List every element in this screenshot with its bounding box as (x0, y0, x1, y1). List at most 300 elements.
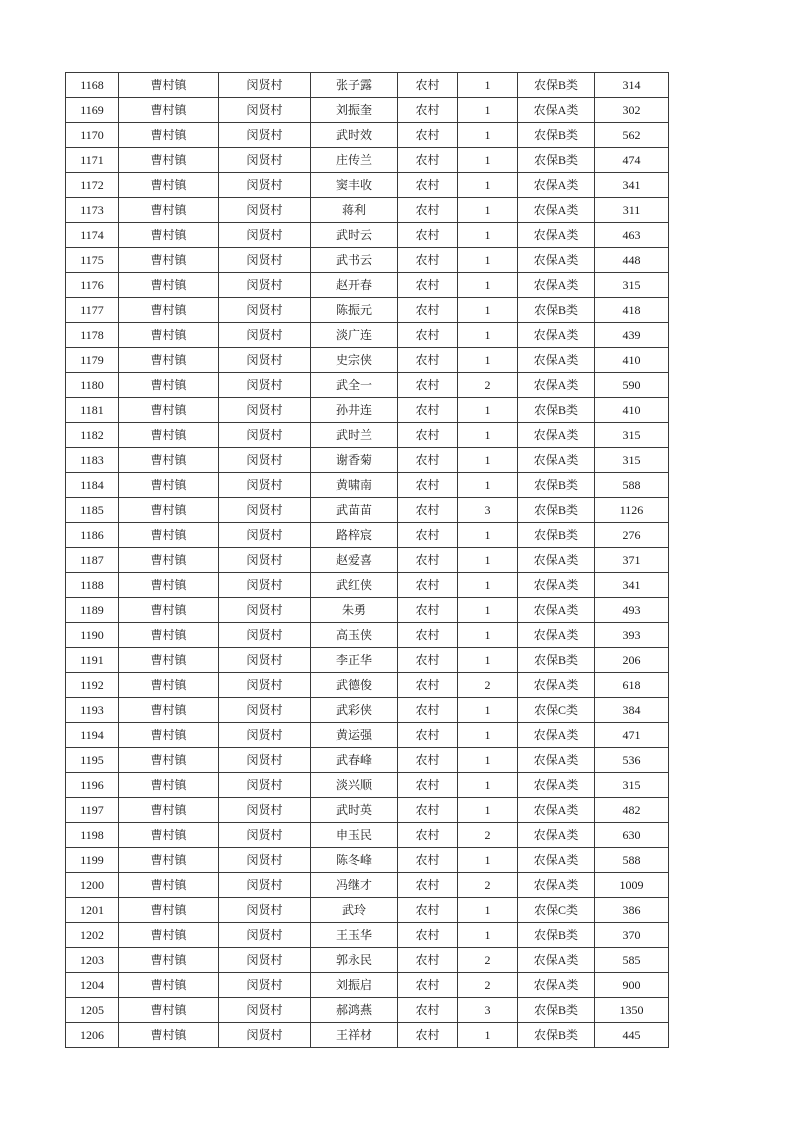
table-cell-town: 曹村镇 (119, 98, 219, 123)
table-cell-person-count: 2 (458, 973, 518, 998)
table-cell-amount: 536 (595, 748, 669, 773)
table-cell-insurance-category: 农保A类 (518, 748, 595, 773)
table-cell-serial: 1196 (66, 773, 119, 798)
table-cell-residence-type: 农村 (398, 98, 458, 123)
table-cell-town: 曹村镇 (119, 948, 219, 973)
table-cell-name: 陈冬峰 (311, 848, 398, 873)
table-cell-serial: 1189 (66, 598, 119, 623)
table-cell-serial: 1172 (66, 173, 119, 198)
data-table (65, 72, 669, 1048)
table-cell-insurance-category: 农保B类 (518, 73, 595, 98)
table-cell-town: 曹村镇 (119, 598, 219, 623)
table-cell-town: 曹村镇 (119, 398, 219, 423)
table-cell-serial: 1180 (66, 373, 119, 398)
table-cell-serial: 1168 (66, 73, 119, 98)
table-cell-name: 冯继才 (311, 873, 398, 898)
table-cell-person-count: 2 (458, 948, 518, 973)
table-cell-serial: 1192 (66, 673, 119, 698)
table-cell-amount: 315 (595, 423, 669, 448)
table-cell-name: 武红侠 (311, 573, 398, 598)
table-cell-residence-type: 农村 (398, 998, 458, 1023)
table-cell-name: 王祥材 (311, 1023, 398, 1048)
table-cell-town: 曹村镇 (119, 573, 219, 598)
table-cell-residence-type: 农村 (398, 273, 458, 298)
table-cell-amount: 276 (595, 523, 669, 548)
table-cell-village: 闵贤村 (219, 898, 311, 923)
table-cell-amount: 315 (595, 773, 669, 798)
table-cell-town: 曹村镇 (119, 223, 219, 248)
table-cell-village: 闵贤村 (219, 523, 311, 548)
table-row (66, 98, 669, 123)
table-cell-serial: 1191 (66, 648, 119, 673)
table-cell-residence-type: 农村 (398, 948, 458, 973)
table-row (66, 523, 669, 548)
table-cell-person-count: 1 (458, 473, 518, 498)
table-row (66, 223, 669, 248)
table-cell-village: 闵贤村 (219, 373, 311, 398)
table-cell-village: 闵贤村 (219, 148, 311, 173)
table-cell-amount: 315 (595, 273, 669, 298)
table-cell-person-count: 1 (458, 298, 518, 323)
table-cell-insurance-category: 农保A类 (518, 948, 595, 973)
table-cell-person-count: 1 (458, 573, 518, 598)
table-cell-person-count: 1 (458, 698, 518, 723)
table-cell-town: 曹村镇 (119, 673, 219, 698)
table-row (66, 1023, 669, 1048)
table-cell-name: 武时兰 (311, 423, 398, 448)
table-cell-person-count: 1 (458, 898, 518, 923)
table-row (66, 373, 669, 398)
table-cell-residence-type: 农村 (398, 498, 458, 523)
table-cell-insurance-category: 农保B类 (518, 398, 595, 423)
table-cell-serial: 1174 (66, 223, 119, 248)
table-row (66, 923, 669, 948)
table-cell-person-count: 1 (458, 223, 518, 248)
table-cell-amount: 384 (595, 698, 669, 723)
table-row (66, 973, 669, 998)
table-cell-amount: 900 (595, 973, 669, 998)
table-cell-name: 武德俊 (311, 673, 398, 698)
table-cell-person-count: 1 (458, 848, 518, 873)
table-cell-insurance-category: 农保B类 (518, 1023, 595, 1048)
table-cell-name: 武时云 (311, 223, 398, 248)
table-cell-town: 曹村镇 (119, 173, 219, 198)
table-cell-insurance-category: 农保B类 (518, 998, 595, 1023)
table-cell-person-count: 3 (458, 998, 518, 1023)
table-cell-serial: 1186 (66, 523, 119, 548)
table-cell-amount: 630 (595, 823, 669, 848)
table-cell-residence-type: 农村 (398, 623, 458, 648)
table-cell-amount: 341 (595, 173, 669, 198)
table-cell-residence-type: 农村 (398, 523, 458, 548)
table-row (66, 573, 669, 598)
table-row (66, 723, 669, 748)
table-cell-residence-type: 农村 (398, 848, 458, 873)
table-row (66, 273, 669, 298)
table-cell-village: 闵贤村 (219, 548, 311, 573)
table-cell-village: 闵贤村 (219, 973, 311, 998)
table-cell-amount: 386 (595, 898, 669, 923)
table-cell-serial: 1205 (66, 998, 119, 1023)
table-row (66, 398, 669, 423)
table-cell-insurance-category: 农保B类 (518, 148, 595, 173)
table-cell-village: 闵贤村 (219, 348, 311, 373)
table-cell-serial: 1204 (66, 973, 119, 998)
table-cell-amount: 410 (595, 348, 669, 373)
table-cell-insurance-category: 农保A类 (518, 323, 595, 348)
table-cell-amount: 1350 (595, 998, 669, 1023)
table-cell-town: 曹村镇 (119, 748, 219, 773)
table-cell-name: 蒋利 (311, 198, 398, 223)
table-cell-insurance-category: 农保B类 (518, 523, 595, 548)
table-cell-name: 高玉侠 (311, 623, 398, 648)
table-cell-insurance-category: 农保C类 (518, 698, 595, 723)
table-cell-village: 闵贤村 (219, 473, 311, 498)
table-cell-town: 曹村镇 (119, 873, 219, 898)
table-cell-serial: 1171 (66, 148, 119, 173)
table-cell-town: 曹村镇 (119, 723, 219, 748)
table-cell-insurance-category: 农保A类 (518, 173, 595, 198)
table-cell-name: 武彩侠 (311, 698, 398, 723)
table-cell-insurance-category: 农保A类 (518, 573, 595, 598)
table-cell-person-count: 1 (458, 273, 518, 298)
table-cell-person-count: 1 (458, 248, 518, 273)
table-row (66, 748, 669, 773)
table-cell-amount: 482 (595, 798, 669, 823)
table-cell-name: 武玲 (311, 898, 398, 923)
table-cell-residence-type: 农村 (398, 898, 458, 923)
table-cell-name: 武时效 (311, 123, 398, 148)
table-cell-town: 曹村镇 (119, 848, 219, 873)
table-cell-person-count: 1 (458, 523, 518, 548)
table-cell-town: 曹村镇 (119, 248, 219, 273)
table-cell-village: 闵贤村 (219, 823, 311, 848)
table-cell-village: 闵贤村 (219, 1023, 311, 1048)
table-row (66, 448, 669, 473)
table-cell-town: 曹村镇 (119, 773, 219, 798)
table-cell-amount: 418 (595, 298, 669, 323)
table-cell-name: 路梓宸 (311, 523, 398, 548)
table-row (66, 148, 669, 173)
table-cell-residence-type: 农村 (398, 423, 458, 448)
table-cell-village: 闵贤村 (219, 298, 311, 323)
table-cell-village: 闵贤村 (219, 498, 311, 523)
table-cell-serial: 1197 (66, 798, 119, 823)
table-cell-village: 闵贤村 (219, 573, 311, 598)
table-row (66, 498, 669, 523)
table-cell-residence-type: 农村 (398, 348, 458, 373)
table-cell-name: 孙井连 (311, 398, 398, 423)
table-cell-insurance-category: 农保A类 (518, 798, 595, 823)
table-cell-serial: 1203 (66, 948, 119, 973)
table-cell-village: 闵贤村 (219, 173, 311, 198)
table-cell-serial: 1187 (66, 548, 119, 573)
table-cell-village: 闵贤村 (219, 448, 311, 473)
table-cell-name: 陈振元 (311, 298, 398, 323)
table-cell-residence-type: 农村 (398, 748, 458, 773)
table-cell-serial: 1200 (66, 873, 119, 898)
table-cell-serial: 1170 (66, 123, 119, 148)
table-cell-village: 闵贤村 (219, 323, 311, 348)
table-cell-insurance-category: 农保C类 (518, 898, 595, 923)
table-row (66, 298, 669, 323)
table-cell-serial: 1184 (66, 473, 119, 498)
table-cell-amount: 588 (595, 848, 669, 873)
table-cell-town: 曹村镇 (119, 73, 219, 98)
table-cell-village: 闵贤村 (219, 123, 311, 148)
table-cell-person-count: 2 (458, 873, 518, 898)
table-cell-amount: 341 (595, 573, 669, 598)
table-cell-village: 闵贤村 (219, 848, 311, 873)
table-cell-insurance-category: 农保A类 (518, 348, 595, 373)
table-cell-person-count: 1 (458, 773, 518, 798)
table-cell-serial: 1178 (66, 323, 119, 348)
table-cell-town: 曹村镇 (119, 1023, 219, 1048)
table-cell-insurance-category: 农保A类 (518, 423, 595, 448)
table-cell-amount: 1126 (595, 498, 669, 523)
table-row (66, 673, 669, 698)
table-cell-person-count: 1 (458, 398, 518, 423)
table-cell-name: 赵开春 (311, 273, 398, 298)
table-cell-village: 闵贤村 (219, 698, 311, 723)
table-cell-village: 闵贤村 (219, 423, 311, 448)
table-cell-town: 曹村镇 (119, 523, 219, 548)
table-cell-village: 闵贤村 (219, 648, 311, 673)
table-cell-amount: 463 (595, 223, 669, 248)
table-cell-town: 曹村镇 (119, 973, 219, 998)
table-cell-name: 郭永民 (311, 948, 398, 973)
table-cell-person-count: 2 (458, 823, 518, 848)
table-cell-town: 曹村镇 (119, 348, 219, 373)
table-cell-serial: 1182 (66, 423, 119, 448)
table-cell-residence-type: 农村 (398, 573, 458, 598)
table-cell-residence-type: 农村 (398, 448, 458, 473)
table-cell-village: 闵贤村 (219, 948, 311, 973)
table-cell-town: 曹村镇 (119, 998, 219, 1023)
table-cell-insurance-category: 农保B类 (518, 123, 595, 148)
table-row (66, 798, 669, 823)
table-cell-town: 曹村镇 (119, 548, 219, 573)
table-cell-serial: 1198 (66, 823, 119, 848)
table-row (66, 173, 669, 198)
table-cell-insurance-category: 农保A类 (518, 773, 595, 798)
table-cell-serial: 1181 (66, 398, 119, 423)
table-cell-residence-type: 农村 (398, 798, 458, 823)
table-cell-amount: 588 (595, 473, 669, 498)
table-row (66, 473, 669, 498)
table-row (66, 598, 669, 623)
table-cell-insurance-category: 农保B类 (518, 298, 595, 323)
table-row (66, 348, 669, 373)
table-cell-insurance-category: 农保A类 (518, 273, 595, 298)
table-cell-person-count: 1 (458, 448, 518, 473)
table-cell-serial: 1201 (66, 898, 119, 923)
table-cell-village: 闵贤村 (219, 223, 311, 248)
table-cell-serial: 1175 (66, 248, 119, 273)
table-cell-name: 刘振奎 (311, 98, 398, 123)
table-cell-name: 武书云 (311, 248, 398, 273)
table-cell-residence-type: 农村 (398, 723, 458, 748)
table-cell-person-count: 1 (458, 198, 518, 223)
table-row (66, 823, 669, 848)
table-row (66, 548, 669, 573)
table-cell-serial: 1173 (66, 198, 119, 223)
table-cell-insurance-category: 农保A类 (518, 823, 595, 848)
table-cell-residence-type: 农村 (398, 373, 458, 398)
table-cell-insurance-category: 农保A类 (518, 623, 595, 648)
table-cell-name: 谢香菊 (311, 448, 398, 473)
table-cell-name: 刘振启 (311, 973, 398, 998)
table-cell-amount: 393 (595, 623, 669, 648)
table-cell-person-count: 1 (458, 423, 518, 448)
table-cell-village: 闵贤村 (219, 798, 311, 823)
table-cell-insurance-category: 农保B类 (518, 473, 595, 498)
table-cell-name: 黄啸南 (311, 473, 398, 498)
table-cell-person-count: 1 (458, 148, 518, 173)
table-cell-village: 闵贤村 (219, 273, 311, 298)
table-cell-residence-type: 农村 (398, 548, 458, 573)
table-cell-insurance-category: 农保A类 (518, 373, 595, 398)
table-cell-town: 曹村镇 (119, 298, 219, 323)
table-cell-name: 庄传兰 (311, 148, 398, 173)
table-cell-person-count: 1 (458, 73, 518, 98)
document-page (65, 72, 669, 1048)
table-cell-amount: 585 (595, 948, 669, 973)
table-cell-person-count: 3 (458, 498, 518, 523)
table-cell-name: 张子露 (311, 73, 398, 98)
table-cell-person-count: 1 (458, 923, 518, 948)
table-cell-insurance-category: 农保A类 (518, 873, 595, 898)
table-cell-residence-type: 农村 (398, 398, 458, 423)
table-cell-name: 武苗苗 (311, 498, 398, 523)
table-cell-village: 闵贤村 (219, 998, 311, 1023)
table-cell-name: 窦丰收 (311, 173, 398, 198)
table-cell-village: 闵贤村 (219, 98, 311, 123)
table-cell-residence-type: 农村 (398, 148, 458, 173)
table-cell-residence-type: 农村 (398, 873, 458, 898)
table-cell-insurance-category: 农保A类 (518, 973, 595, 998)
table-cell-village: 闵贤村 (219, 723, 311, 748)
table-cell-residence-type: 农村 (398, 598, 458, 623)
table-cell-serial: 1193 (66, 698, 119, 723)
table-cell-insurance-category: 农保A类 (518, 98, 595, 123)
table-row (66, 873, 669, 898)
table-cell-serial: 1206 (66, 1023, 119, 1048)
table-cell-amount: 314 (595, 73, 669, 98)
table-cell-town: 曹村镇 (119, 448, 219, 473)
table-cell-amount: 206 (595, 648, 669, 673)
table-cell-village: 闵贤村 (219, 598, 311, 623)
table-cell-serial: 1176 (66, 273, 119, 298)
table-cell-name: 武全一 (311, 373, 398, 398)
table-cell-serial: 1179 (66, 348, 119, 373)
table-row (66, 248, 669, 273)
table-cell-serial: 1177 (66, 298, 119, 323)
table-cell-residence-type: 农村 (398, 323, 458, 348)
table-cell-residence-type: 农村 (398, 823, 458, 848)
table-cell-town: 曹村镇 (119, 198, 219, 223)
table-cell-village: 闵贤村 (219, 198, 311, 223)
table-cell-amount: 302 (595, 98, 669, 123)
table-cell-residence-type: 农村 (398, 698, 458, 723)
table-cell-amount: 448 (595, 248, 669, 273)
table-cell-residence-type: 农村 (398, 198, 458, 223)
table-cell-village: 闵贤村 (219, 248, 311, 273)
table-cell-serial: 1185 (66, 498, 119, 523)
table-cell-town: 曹村镇 (119, 923, 219, 948)
table-cell-name: 申玉民 (311, 823, 398, 848)
table-cell-name: 武时英 (311, 798, 398, 823)
table-cell-residence-type: 农村 (398, 248, 458, 273)
table-cell-town: 曹村镇 (119, 273, 219, 298)
table-row (66, 648, 669, 673)
table-cell-amount: 1009 (595, 873, 669, 898)
table-cell-person-count: 1 (458, 348, 518, 373)
table-cell-serial: 1190 (66, 623, 119, 648)
table-cell-person-count: 1 (458, 648, 518, 673)
table-cell-amount: 410 (595, 398, 669, 423)
table-cell-amount: 370 (595, 923, 669, 948)
table-cell-village: 闵贤村 (219, 773, 311, 798)
table-cell-name: 王玉华 (311, 923, 398, 948)
table-cell-town: 曹村镇 (119, 423, 219, 448)
table-cell-insurance-category: 农保B类 (518, 923, 595, 948)
table-cell-residence-type: 农村 (398, 648, 458, 673)
table-cell-serial: 1188 (66, 573, 119, 598)
table-cell-town: 曹村镇 (119, 798, 219, 823)
table-cell-amount: 474 (595, 148, 669, 173)
table-row (66, 948, 669, 973)
table-cell-village: 闵贤村 (219, 398, 311, 423)
table-cell-residence-type: 农村 (398, 923, 458, 948)
table-cell-town: 曹村镇 (119, 323, 219, 348)
table-cell-serial: 1195 (66, 748, 119, 773)
table-cell-amount: 315 (595, 448, 669, 473)
table-cell-village: 闵贤村 (219, 923, 311, 948)
table-cell-amount: 471 (595, 723, 669, 748)
table-row (66, 423, 669, 448)
table-row (66, 623, 669, 648)
table-cell-amount: 590 (595, 373, 669, 398)
table-cell-name: 黄运强 (311, 723, 398, 748)
table-cell-name: 淡兴顺 (311, 773, 398, 798)
table-cell-person-count: 1 (458, 323, 518, 348)
table-cell-insurance-category: 农保A类 (518, 448, 595, 473)
table-cell-town: 曹村镇 (119, 823, 219, 848)
table-cell-name: 武春峰 (311, 748, 398, 773)
table-cell-residence-type: 农村 (398, 1023, 458, 1048)
table-cell-town: 曹村镇 (119, 898, 219, 923)
table-cell-town: 曹村镇 (119, 473, 219, 498)
table-cell-residence-type: 农村 (398, 773, 458, 798)
table-cell-person-count: 1 (458, 748, 518, 773)
table-row (66, 998, 669, 1023)
table-row (66, 898, 669, 923)
table-cell-amount: 439 (595, 323, 669, 348)
table-cell-person-count: 1 (458, 723, 518, 748)
table-cell-insurance-category: 农保A类 (518, 548, 595, 573)
table-cell-person-count: 1 (458, 623, 518, 648)
table-cell-person-count: 1 (458, 173, 518, 198)
table-cell-residence-type: 农村 (398, 473, 458, 498)
table-cell-town: 曹村镇 (119, 623, 219, 648)
table-cell-village: 闵贤村 (219, 748, 311, 773)
table-row (66, 773, 669, 798)
table-cell-name: 李正华 (311, 648, 398, 673)
table-cell-insurance-category: 农保A类 (518, 223, 595, 248)
table-cell-serial: 1199 (66, 848, 119, 873)
table-cell-residence-type: 农村 (398, 173, 458, 198)
